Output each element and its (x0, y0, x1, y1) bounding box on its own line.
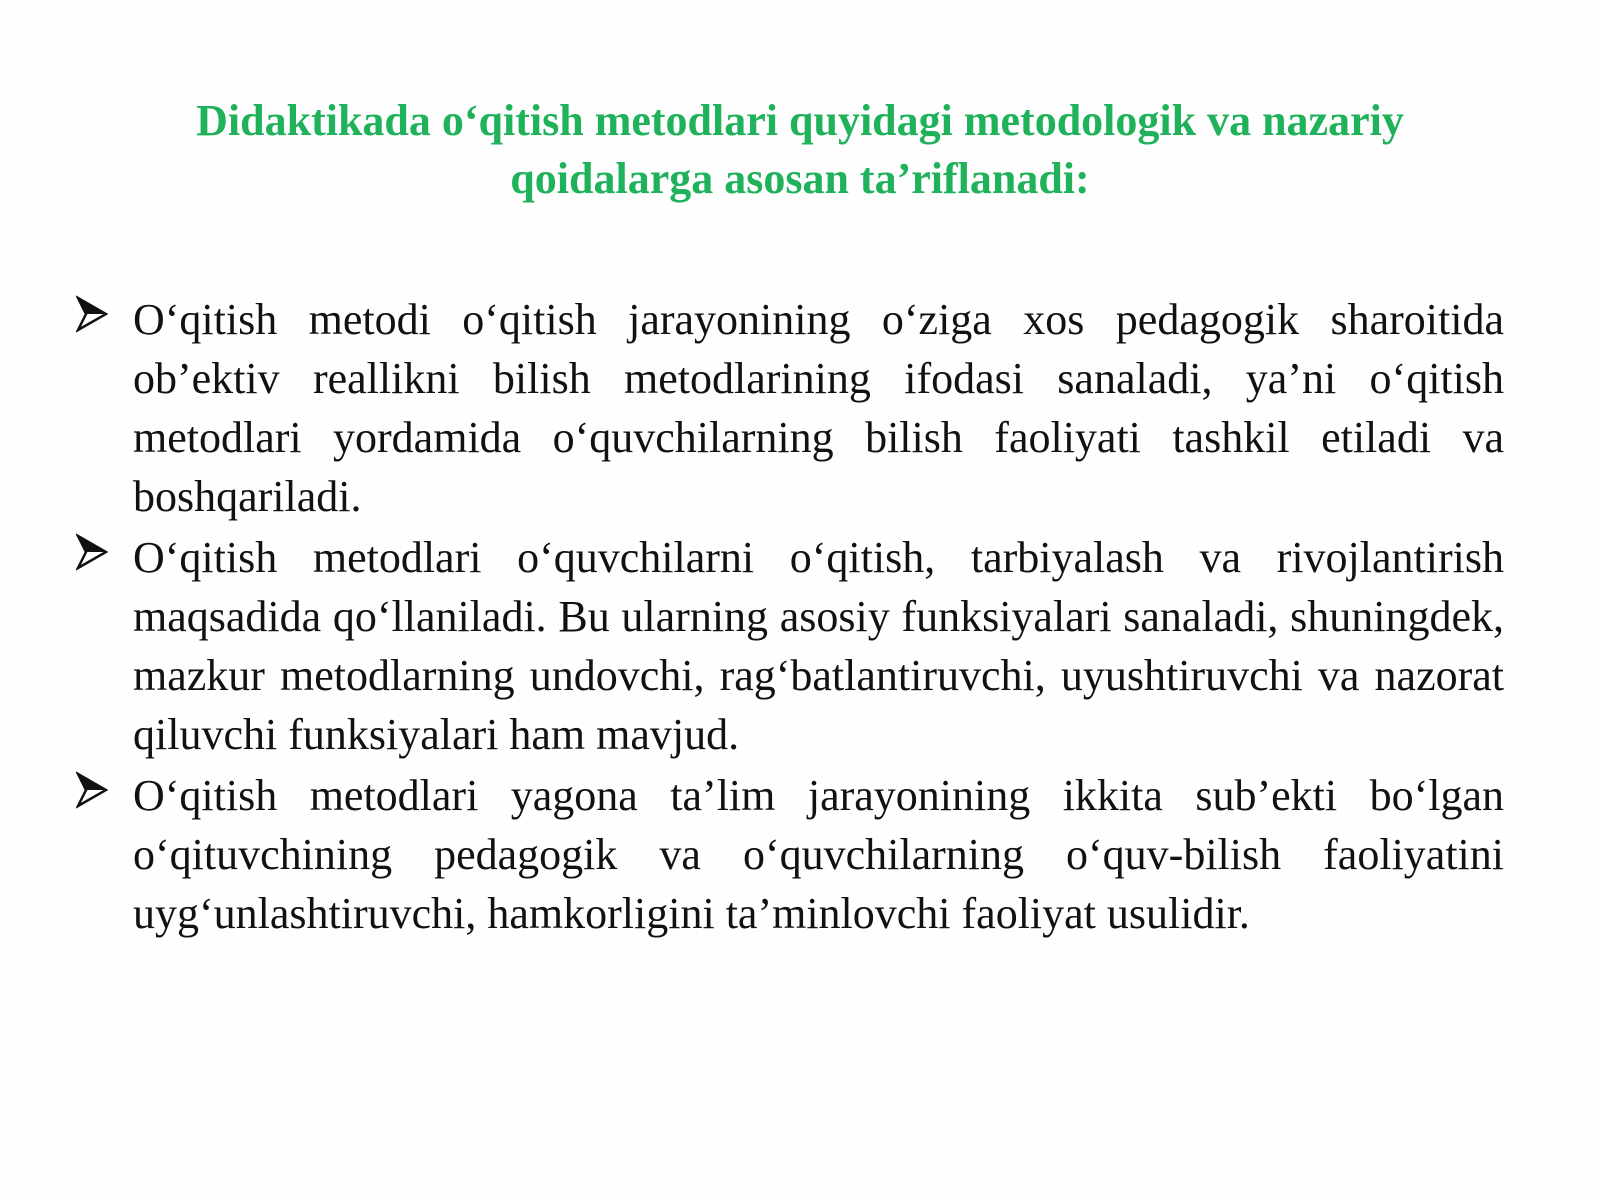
list-item-text: O‘qitish metodi o‘qitish jarayonining o‘ziga xos pedagogik sharoitida ob’ektiv reallikni bilish metodlarining ifodasi sanaladi, ya’ni o‘qitish metodlari yordamida o‘quvchilarning bilish faoliyati tashkil etiladi va boshqariladi. (133, 295, 1504, 521)
bullet-list (72, 290, 1504, 945)
list-item (72, 290, 1504, 526)
slide-title: Didaktikada o‘qitish metodlari quyidagi metodologik va nazariy qoidalarga asosan ta’riflanadi: (196, 96, 1404, 203)
arrowhead-bullet-icon (76, 532, 108, 572)
arrowhead-bullet-icon (76, 770, 108, 810)
arrowhead-bullet-icon (76, 294, 108, 334)
list-item-text: O‘qitish metodlari yagona ta’lim jarayonining ikkita sub’ekti bo‘lgan o‘qituvchining pedagogik va o‘quvchilarning o‘quv-bilish faoliyatini uyg‘unlashtiruvchi, hamkorligini ta’minlovchi faoliyat usulidir. (133, 771, 1504, 938)
list-item (72, 766, 1504, 943)
list-item-text: O‘qitish metodlari o‘quvchilarni o‘qitish, tarbiyalash va rivojlantirish maqsadida qo‘llaniladi. Bu ularning asosiy funksiyalari sanaladi, shuningdek, mazkur metodlarning undovchi, rag‘batlantiruvchi, uyushtiruvchi va nazorat qiluvchi funksiyalari ham mavjud. (133, 533, 1504, 759)
list-item (72, 528, 1504, 764)
